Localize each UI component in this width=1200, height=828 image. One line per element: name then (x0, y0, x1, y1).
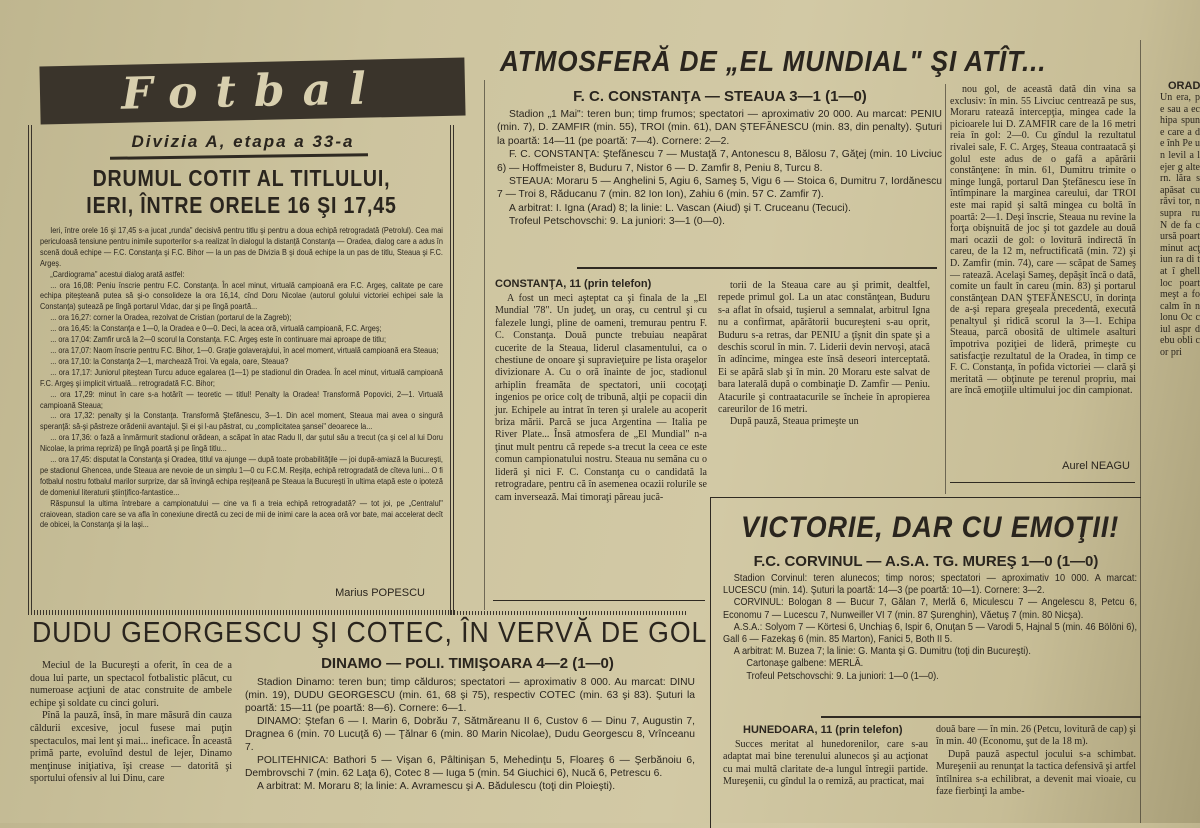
main-headline: ATMOSFERĂ DE „EL MUNDIAL" ŞI ATÎT... (500, 46, 1047, 78)
section-logo-fotbal: Fotbal (39, 58, 465, 125)
box-border-right (450, 125, 455, 615)
match-title-corvinul-asa: F.C. CORVINUL — A.S.A. TG. MUREŞ 1—0 (1—0) (753, 553, 1099, 570)
column-divider (484, 80, 485, 610)
section-rule (821, 716, 1141, 718)
match-title-constanta-steaua: F. C. CONSTANŢA — STEAUA 3—1 (1—0) (573, 88, 867, 105)
section-rule (577, 267, 937, 269)
dateline-constanta: CONSTANŢA, 11 (prin telefon) (495, 278, 652, 290)
report-col-2: torii de la Steaua care au şi primit, dealtfel, repede primul gol. La un atac constănţean, Buduru s-a aflat în ofsaid, tuşierul a semnalat, arbitrul Igna nu a confirmat, apărătorii bucureşteni s-au oprit, Buduru s-a retras, dar PENIU a ţîşnit din spate şi a deschis scorul în min. 7. Liderii devin nervoşi, atacă în adîncime, mingea este însă deseori interceptată. Ei se apără slab şi în min. 20 Moraru este salvat de bara laterală după o combinaţie D. Zamfir — Peniu. Atacurile şi contraatacurile se încheie în apropierea careurilor de 16 metri. După pauză, Steaua primeşte un (718, 280, 930, 428)
hatched-rule (28, 611, 688, 615)
right-edge-column: ORAD Un era, pe sau a echipa spune care a de înh Pe un levil a lejer g altern. lăra s apăsat curăvi tor, n supra ru N de fa cursă poart minut acţiun ra di tat î ghell loc poart meşt a fo calm în n lonu Oc ciul aspr debu obli cor pri (1160, 80, 1200, 359)
dateline-hunedoara: HUNEDOARA, 11 (prin telefon) (743, 724, 903, 736)
dinamo-headline: DUDU GEORGESCU ŞI COTEC, ÎN VERVĂ DE GOL (32, 617, 708, 649)
box-border-left (28, 125, 33, 615)
round-kicker: Divizia A, etapa a 33-a (131, 132, 355, 151)
match-sheet-dinamo: Stadion Dinamo: teren bun; timp călduros; spectatori — aproximativ 8 000. Au marcat: DINU (min. 19), DUDU GEORGESCU (min. 61, 68 şi 75), respectiv COTEC (min. 63 şi 83). Şuturi la poartă: 15—11 (pe poartă: 8—6). Cornere: 6—1. DINAMO: Ştefan 6 — I. Marin 6, Dobrău 7, Sătmăreanu II 6, Custov 6 — Dinu 7, Augustin 7, Dragnea 6 (min. 70 Lucuţă 6) — Ţălnar 6 (min. 80 Marin Nicolae), Dudu Georgescu 8, Vrînceanu 7. POLITEHNICA: Bathori 5 — Vişan 6, Pâltinişan 5, Mehedinţu 5, Floareş 6 — Şerbănoiu 6, Dembrovschi 7 (min. 62 Laţa 6), Cotec 8 — Iuga 5 (min. 54 Giuchici 6), Nucă 6, Petrescu 6. A arbitrat: M. Moraru 8; la linie: A. Avramescu şi A. Bădulescu (toţi din Ploieşti). (245, 677, 695, 792)
match-sheet-constanta: Stadion „1 Mai": teren bun; timp frumos; spectatori — aproximativ 20 000. Au marcat: PENIU (min. 7), D. ZAMFIR (min. 55), TROI (min. 61), DAN ŞTEFĂNESCU (min. 83, din penalty). Şuturi la poartă: 14—11 (pe poartă: 7—4). Cornere: 2—2. F. C. CONSTANŢA: Ştefănescu 7 — Mustaţă 7, Antonescu 8, Bălosu 7, Găţej (min. 10 Livciuc 6) — Hoffmeister 8, Buduru 7, Nistor 6 — D. Zamfir 8, Peniu 8, Turcu 8. STEAUA: Moraru 5 — Anghelini 5, Agiu 6, Sameş 5, Vigu 6 — Stoica 6, Dumitru 7, Iordănescu 7 — Troi 8, Răducanu 7 (min. 82 Ion Ion), Zahiu 6 (min. 57 C. Zamfir 7). A arbitrat: I. Igna (Arad) 8; la linie: L. Vascan (Aiud) şi T. Cruceanu (Tecuci). Trofeul Petschovschi: 9. La juniori: 3—1 (0—0). (497, 109, 942, 228)
match-sheet-corvinul: Stadion Corvinul: teren alunecos; timp noros; spectatori — aproximativ 10 000. A marcat: LUCESCU (min. 14). Şuturi la poartă: 14—3 (pe poartă: 10—1). Cornere: 3—2. CORVINUL: Bologan 8 — Bucur 7, Gălan 7, Merlă 6, Miculescu 7 — Angelescu 8, Petcu 6, Economu 7 — Lucescu 7, Nunweiller VI 7 (min. 87 Şurenghin), Văetuş 7 (min. 80 Nicşa). A.S.A.: Solyom 7 — Körtesi 6, Unchiaş 6, Ispir 6, Onuţan 5 — Varodi 5, Hajnal 5 (min. 46 Bölöni 6), Gall 6 — Fazekaş 6 (min. 85 Marton), Fanici 5, Both II 5. A arbitrat: M. Buzea 7; la linie: G. Manta şi G. Dumitru (toţi din Bucureşti). Cartonaşe galbene: MERLĂ. Trofeul Petschovschi: 9. La juniori: 1—0 (1—0). (723, 573, 1137, 682)
victory-article-box (710, 497, 1141, 828)
col-3-end-rule (950, 482, 1135, 483)
column-divider (1140, 40, 1141, 823)
victory-col-2: două bare — în min. 26 (Petcu, lovitură de cap) şi în min. 40 (Economu, şut de la 18 m). După pauză aspectul jocului s-a schimbat. Mureşenii au renunţat la tactica defensivă şi artfel întîlnirea s-a echilibrat, a devenit mai vioaie, cu faze fierbinţi la ambe- (936, 724, 1136, 798)
kicker-underline (110, 153, 368, 160)
victory-col-1: Succes meritat al hunedorenilor, care s-au adaptat mai bine terenului alunecos şi au acţionat cu mai multă claritate de-a lungul întregii partide. Mureşenii, cu gîndul la o remiză, au practicat, mai (723, 739, 928, 788)
lead-author: Marius POPESCU (335, 587, 425, 599)
victory-headline: VICTORIE, DAR CU EMOŢII! (741, 511, 1120, 544)
column-divider (945, 84, 946, 494)
report-col-1: A fost un meci aşteptat ca şi finala de la „El Mundial '78". Un judeţ, un oraş, cu centrul şi cu falezele lungi, pline de oameni, tremurau pentru F. C. Constanţa. Două puncte trebuiau neapărat cucerite de la Steaua, liderul clasamentului, ca o chestiune de onoare şi supravieţuire pe lista oraşelor divizionare A. Cu o oră înainte de joc, stadionul arhiplin freamăta de spectatori, unii cocoţaţi ingenios pe orice colţ de tribună, alţii pe copacii din jur. Echipele au intrat în teren şi uralele au acoperit briza mării. Parcă se juca Argentina — Italia pe River Plate... Însă atmosfera de „El Mundial" n-a ţinut mult pentru că repede s-a trecut la ceea ce este comun campionatului nostru. Steaua nu semăna cu o lideră şi nici F. C. Constanţa cu o candidată la retrogradare, pentru că în asemenea ocazii rolurile se cam inversează. Mai timoraţi păreau jucă- (495, 293, 707, 503)
lead-headline: DRUMUL COTIT AL TITLULUI, IERI, ÎNTRE ORELE 16 ŞI 17,45 (86, 165, 397, 218)
dinamo-intro: Meciul de la Bucureşti a oferit, în cea de a doua lui parte, un spectacol fotbalistic plăcut, cu numeroase acţiuni de atac construite de ambele echipe şi soldate cu cinci goluri. Pînă la pauză, însă, în mare măsură din cauza căldurii excesive, jocul fusese mai puţin spectaculos, mai lent şi mai... ineficace. În această primă parte, evoluînd destul de lejer, Dinamo menţinuse iniţiativa, îşi crease — datorită şi sportului ofensiv al lui Dinu, care (30, 660, 232, 785)
report-col-3: nou gol, de această dată din vina sa exclusiv: în min. 55 Livciuc centrează pe sus, Moraru ratează intercepţia, mingea cade la picioarele lui D. ZAMFIR care de la 16 metri reia în gol: 2—0. Cu gîndul la rezultatul rivalei sale, F. C. Argeş, Steaua contraatacă şi golul este adus de o gafă a apărării constănţene: în min. 61, Dumitru trimite o minge lungă, portarul Dan Ştefănescu iese în întîmpinare la marginea careului, dar TROI este mai rapid şi saltă mingea cu boltă în poartă: 2—1. Deşi înscrie, Steaua nu revine la forţa obişnuită de joc şi tot gazdele au două mari ocazii de gol: o lovitură indirectă în careu, de la 12 m, nefructificată (min. 72) şi D. Zamfir (min. 74), care — scăpat de Sameş — ratează. Acelaşi Sameş, depăşit încă o dată, comite un fault în careu (min. 83) şi portarul constănţean DAN ŞTEFĂNESCU, în dorinţa de a-şi repara greşeala precedentă, execută penaltyul şi ridică scorul la 3—1. Echipa Steaua, parcă obosită de ultimele asalturi împotriva poziţiei de lideră, primeşte cu satisfacţie rezultatul de la Oradea, în timp ce F. C. Constanţa, în pofida victoriei — clară şi meritată — obţinute pe terenul propriu, mai are încă emoţiile ultimului joc din campionat. (950, 84, 1136, 397)
main-author: Aurel NEAGU (1062, 460, 1130, 472)
lead-body: Ieri, între orele 16 şi 17,45 s-a jucat „runda" decisivă pentru titlu şi pentru a doua echipă retrogradată (Petrolul). Cea mai periculoasă tensiune pentru inimile suporterilor s-a realizat în dialogul la distanţă Constanţa — Oradea, dialog care a adus în scenă două echipe — F.C. Constanţa şi F.C. Bihor — la un pas de Divizia B şi două echipe la un pas de titlu, Steaua şi F.C. Argeş. „Cardiograma" acestui dialog arată astfel: ... ora 16,08: Peniu înscrie pentru F.C. Constanţa. În acel minut, virtuală campioană era F.C. Argeş, calitate pe care echipa piteşteană putea să şi-o consolideze la ora 16,14, cînd Doru Nicolae (autorul golului victoriei echipei sale la Constanţa) şutează pe lîngă portarul Vidac, dar şi pe lîngă poartă... ... ora 16,27: corner la Oradea, rezolvat de Cristian (portarul de la Zagreb); ... ora 16,45: la Constanţa e 1—0, la Oradea e 0—0. Deci, la acea oră, virtuală campioană, F.C. Argeş; ... ora 17,04: Zamfir urcă la 2—0 scorul la Constanţa. F.C. Argeş este în continuare mai aproape de titlu; ... ora 17,07: Naom înscrie pentru F.C. Bihor, 1—0. Graţie golaverajului, în acel moment, virtuală campioană era Steaua; ... ora 17,10: la Constanţa 2—1, marchează Troi. Va egala, oare, Steaua? ... ora 17,17: Juniorul piteştean Turcu aduce egalarea (1—1) pe stadionul din Oradea. În acel minut, virtuală campioană F.C. Argeş şi implicit virtuală... retrogradată F.C. Bihor; ... ora 17,29: minut în care s-a hotărît — teoretic — titlul! Penalty la Oradea! Transformă Popovici, 2—1. Virtuală campioană Steaua; ... ora 17,32: penalty şi la Constanţa. Transformă Ştefănescu, 3—1. Din acel moment, Steaua mai avea o singură speranţă: să-şi păstreze orădenii avantajul. Şi ei şi l-au păstrat, cu „complicitatea şansei" deoarece la... ... ora 17,36: o fază a înmărmurit stadionul orădean, a scăpat în atac Radu II, dar şutul său a trecut (ca şi cel al lui Doru Nicolae, la prima repriză) pe lîngă poartă şi pe lîngă titlu... ... ora 17,45: disputat la Constanţa şi Oradea, titlul va ajunge — după toate probabilităţile — joi după-amiază la Bucureşti, pe stadionul Ghencea, unde Steaua are nevoie de un simplu 1—0 cu F.C.M. Reşiţa, echipă retrogradată de cîteva luni... O fi fotbalul nostru fotbalul marilor surprize, dar să învingă echipa reşiţeană pe Steaua la Bucureşti în ultima etapă este o ipoteză de domeniul literaturii ştiinţifico-fantastice... Răspunsul la ultima întrebare a campionatului — cine va fi a treia echipă retrogradată? — tot joi, pe „Centralul" craiovean, stadion care se va afla în conexiune directă cu zeci de mii de inimi care la acea oră vor bate, mai accelerat decît de obicei, la Constanţa şi la Iaşi... (40, 225, 443, 530)
col-1-end-rule (493, 600, 705, 601)
lead-article-box (28, 125, 455, 615)
match-title-dinamo-poli: DINAMO — POLI. TIMIŞOARA 4—2 (1—0) (321, 655, 614, 672)
